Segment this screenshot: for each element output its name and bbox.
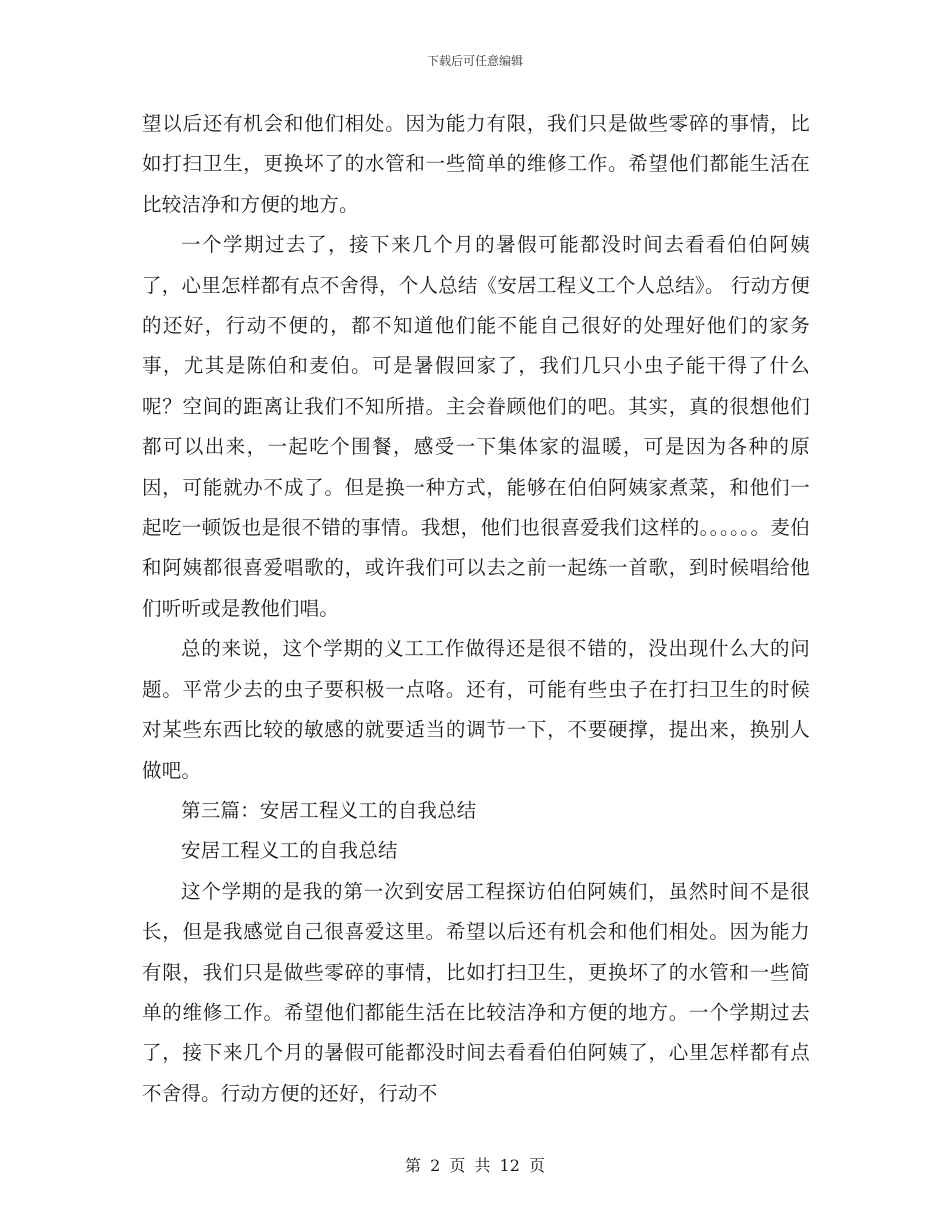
page-number: 第 2 页 共 12 页 <box>405 1156 545 1175</box>
document-body <box>142 104 810 1114</box>
paragraph-3: 总的来说，这个学期的义工工作做得还是很不错的，没出现什么大的问题。平常少去的虫子要积极一点咯。还有，可能有些虫子在打扫卫生的时候对某些东西比较的敏感的就要适当的调节一下，不要硬撑，提出来，换别人做吧。 <box>142 637 810 782</box>
section-subheading: 安居工程义工的自我总结 <box>181 839 398 863</box>
paragraph-1: 望以后还有机会和他们相处。因为能力有限，我们只是做些零碎的事情，比如打扫卫生，更换坏了的水管和一些简单的维修工作。希望他们都能生活在比较洁净和方便的地方。 <box>142 112 810 216</box>
page-header-note: 下载后可任意编辑 <box>426 54 523 68</box>
paragraph-2: 一个学期过去了，接下来几个月的暑假可能都没时间去看看伯伯阿姨了，心里怎样都有点不舍得，个人总结《安居工程义工个人总结》。 行动方便的还好，行动不便的，都不知道他们能不能自己很好的处理好他们的家务事，尤其是陈伯和麦伯。可是暑假回家了，我们几只小虫子能干得了什么呢？空间的距离让我们不知所措。主会眷顾他们的吧。其实，真的很想他们都可以出来，一起吃个围餐，感受一下集体家的温暖，可是因为各种的原因，可能就办不成了。但是换一种方式，能够在伯伯阿姨家煮菜，和他们一起吃一顿饭也是很不错的事情。我想，他们也很喜爱我们这样的。。。。。。麦伯和阿姨都很喜爱唱歌的，或许我们可以去之前一起练一首歌，到时候唱给他们听听或是教他们唱。 <box>142 233 810 620</box>
paragraph-4: 这个学期的是我的第一次到安居工程探访伯伯阿姨们，虽然时间不是很长，但是我感觉自己很喜爱这里。希望以后还有机会和他们相处。因为能力有限，我们只是做些零碎的事情，比如打扫卫生，更换坏了的水管和一些简单的维修工作。希望他们都能生活在比较洁净和方便的地方。一个学期过去了，接下来几个月的暑假可能都没时间去看看伯伯阿姨了，心里怎样都有点不舍得。行动方便的还好，行动不 <box>142 879 810 1105</box>
section-heading: 第三篇：安居工程义工的自我总结 <box>181 798 477 822</box>
